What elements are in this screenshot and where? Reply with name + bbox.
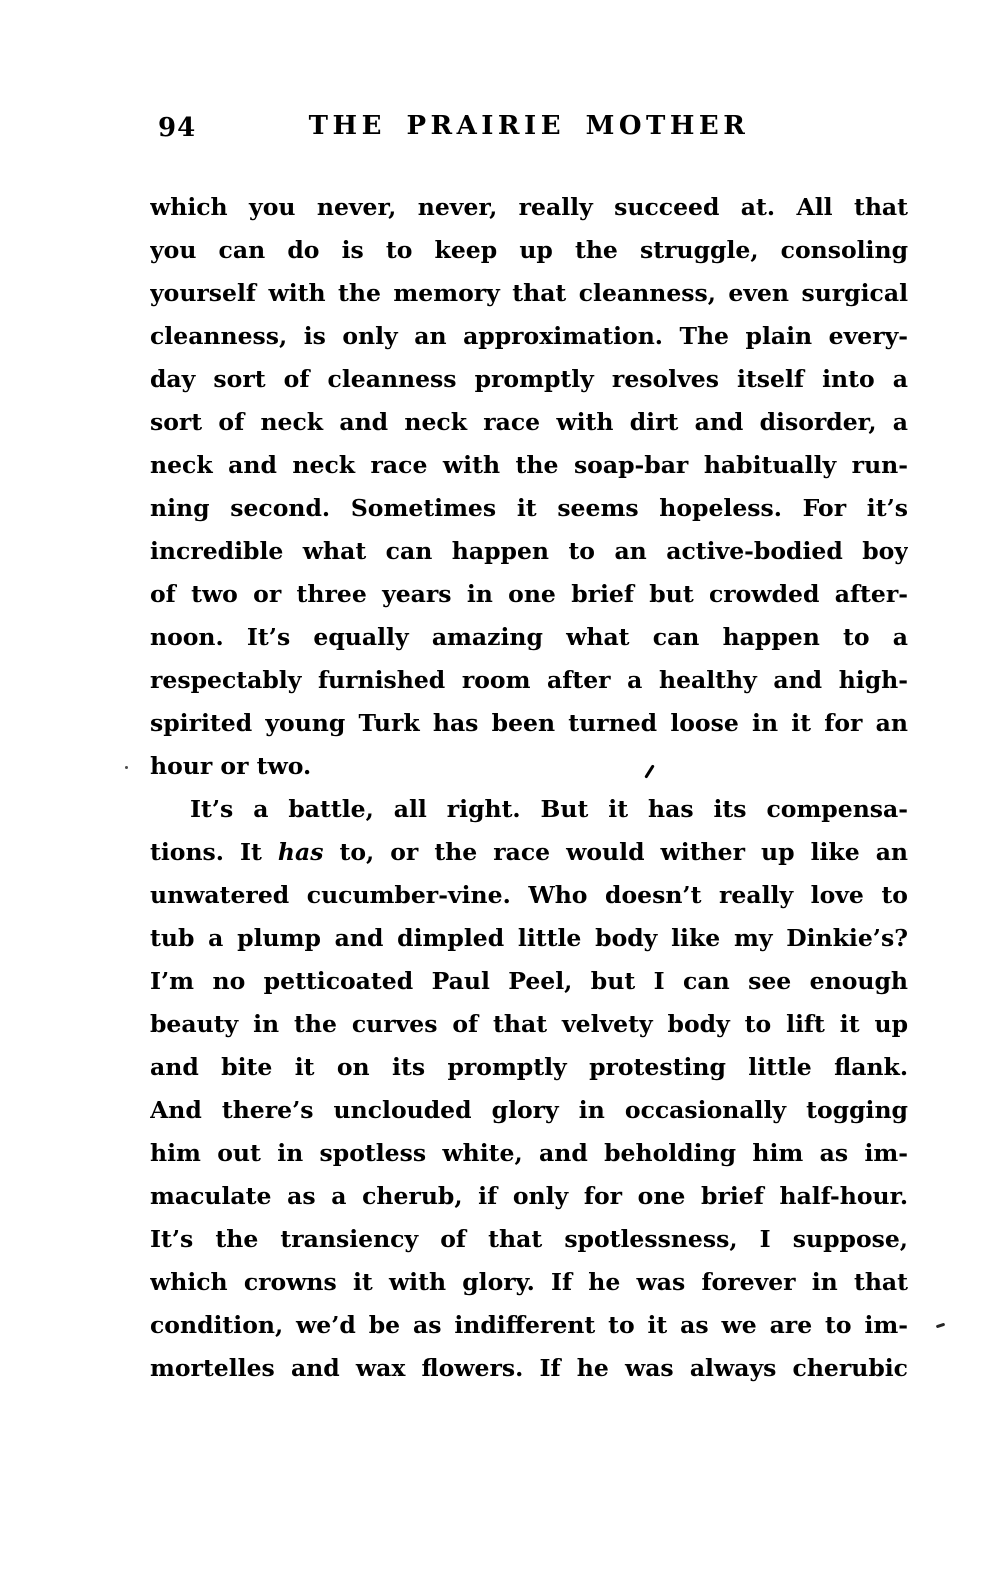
text-line: tub a plump and dimpled little body like my Dinkie’s? xyxy=(150,924,908,952)
text-line: sort of neck and neck race with dirt and disorder, a xyxy=(150,408,908,436)
text-line: you can do is to keep up the struggle, consoling xyxy=(150,236,908,264)
text-line: cleanness, is only an approximation. The plain every- xyxy=(150,322,908,350)
text-line: him out in spotless white, and beholding him as im- xyxy=(150,1139,908,1167)
text-line: I’m no petticoated Paul Peel, but I can see enough xyxy=(150,967,908,995)
page-number: 94 xyxy=(158,113,197,143)
page-header xyxy=(150,111,908,145)
text-line: and bite it on its promptly protesting little flank. xyxy=(150,1053,908,1081)
text-line: incredible what can happen to an active-bodied boy xyxy=(150,537,908,565)
text-line: spirited young Turk has been turned loose in it for an xyxy=(150,709,908,737)
text-line: yourself with the memory that cleanness, even surgical xyxy=(150,279,908,307)
text-line: maculate as a cherub, if only for one brief half-hour. xyxy=(150,1182,908,1210)
text-line: hour or two. xyxy=(150,752,312,780)
text-line: beauty in the curves of that velvety body to lift it up xyxy=(150,1010,908,1038)
text-line: mortelles and wax flowers. If he was always cherubic xyxy=(150,1354,908,1382)
text-line: noon. It’s equally amazing what can happen to a xyxy=(150,623,908,651)
text-line: tions. It has to, or the race would wither up like an xyxy=(150,838,908,866)
scan-artifact-mark xyxy=(125,766,128,769)
text-line: which you never, never, really succeed at. All that xyxy=(150,193,908,221)
text-line: And there’s unclouded glory in occasionally togging xyxy=(150,1096,908,1124)
text-line: which crowns it with glory. If he was forever in that xyxy=(150,1268,908,1296)
text-line: ning second. Sometimes it seems hopeless. For it’s xyxy=(150,494,908,522)
text-line: of two or three years in one brief but crowded after- xyxy=(150,580,908,608)
text-line: It’s the transiency of that spotlessness, I suppose, xyxy=(150,1225,908,1253)
scan-artifact-mark xyxy=(936,1323,945,1329)
text-line: unwatered cucumber-vine. Who doesn’t really love to xyxy=(150,881,908,909)
body-text xyxy=(150,186,908,1390)
text-line: day sort of cleanness promptly resolves itself into a xyxy=(150,365,908,393)
text-line: respectably furnished room after a healthy and high- xyxy=(150,666,908,694)
running-title: THE PRAIRIE MOTHER xyxy=(308,111,750,141)
text-line: It’s a battle, all right. But it has its compensa- xyxy=(190,795,908,823)
text-line: neck and neck race with the soap-bar habitually run- xyxy=(150,451,908,479)
text-line: condition, we’d be as indifferent to it as we are to im- xyxy=(150,1311,908,1339)
